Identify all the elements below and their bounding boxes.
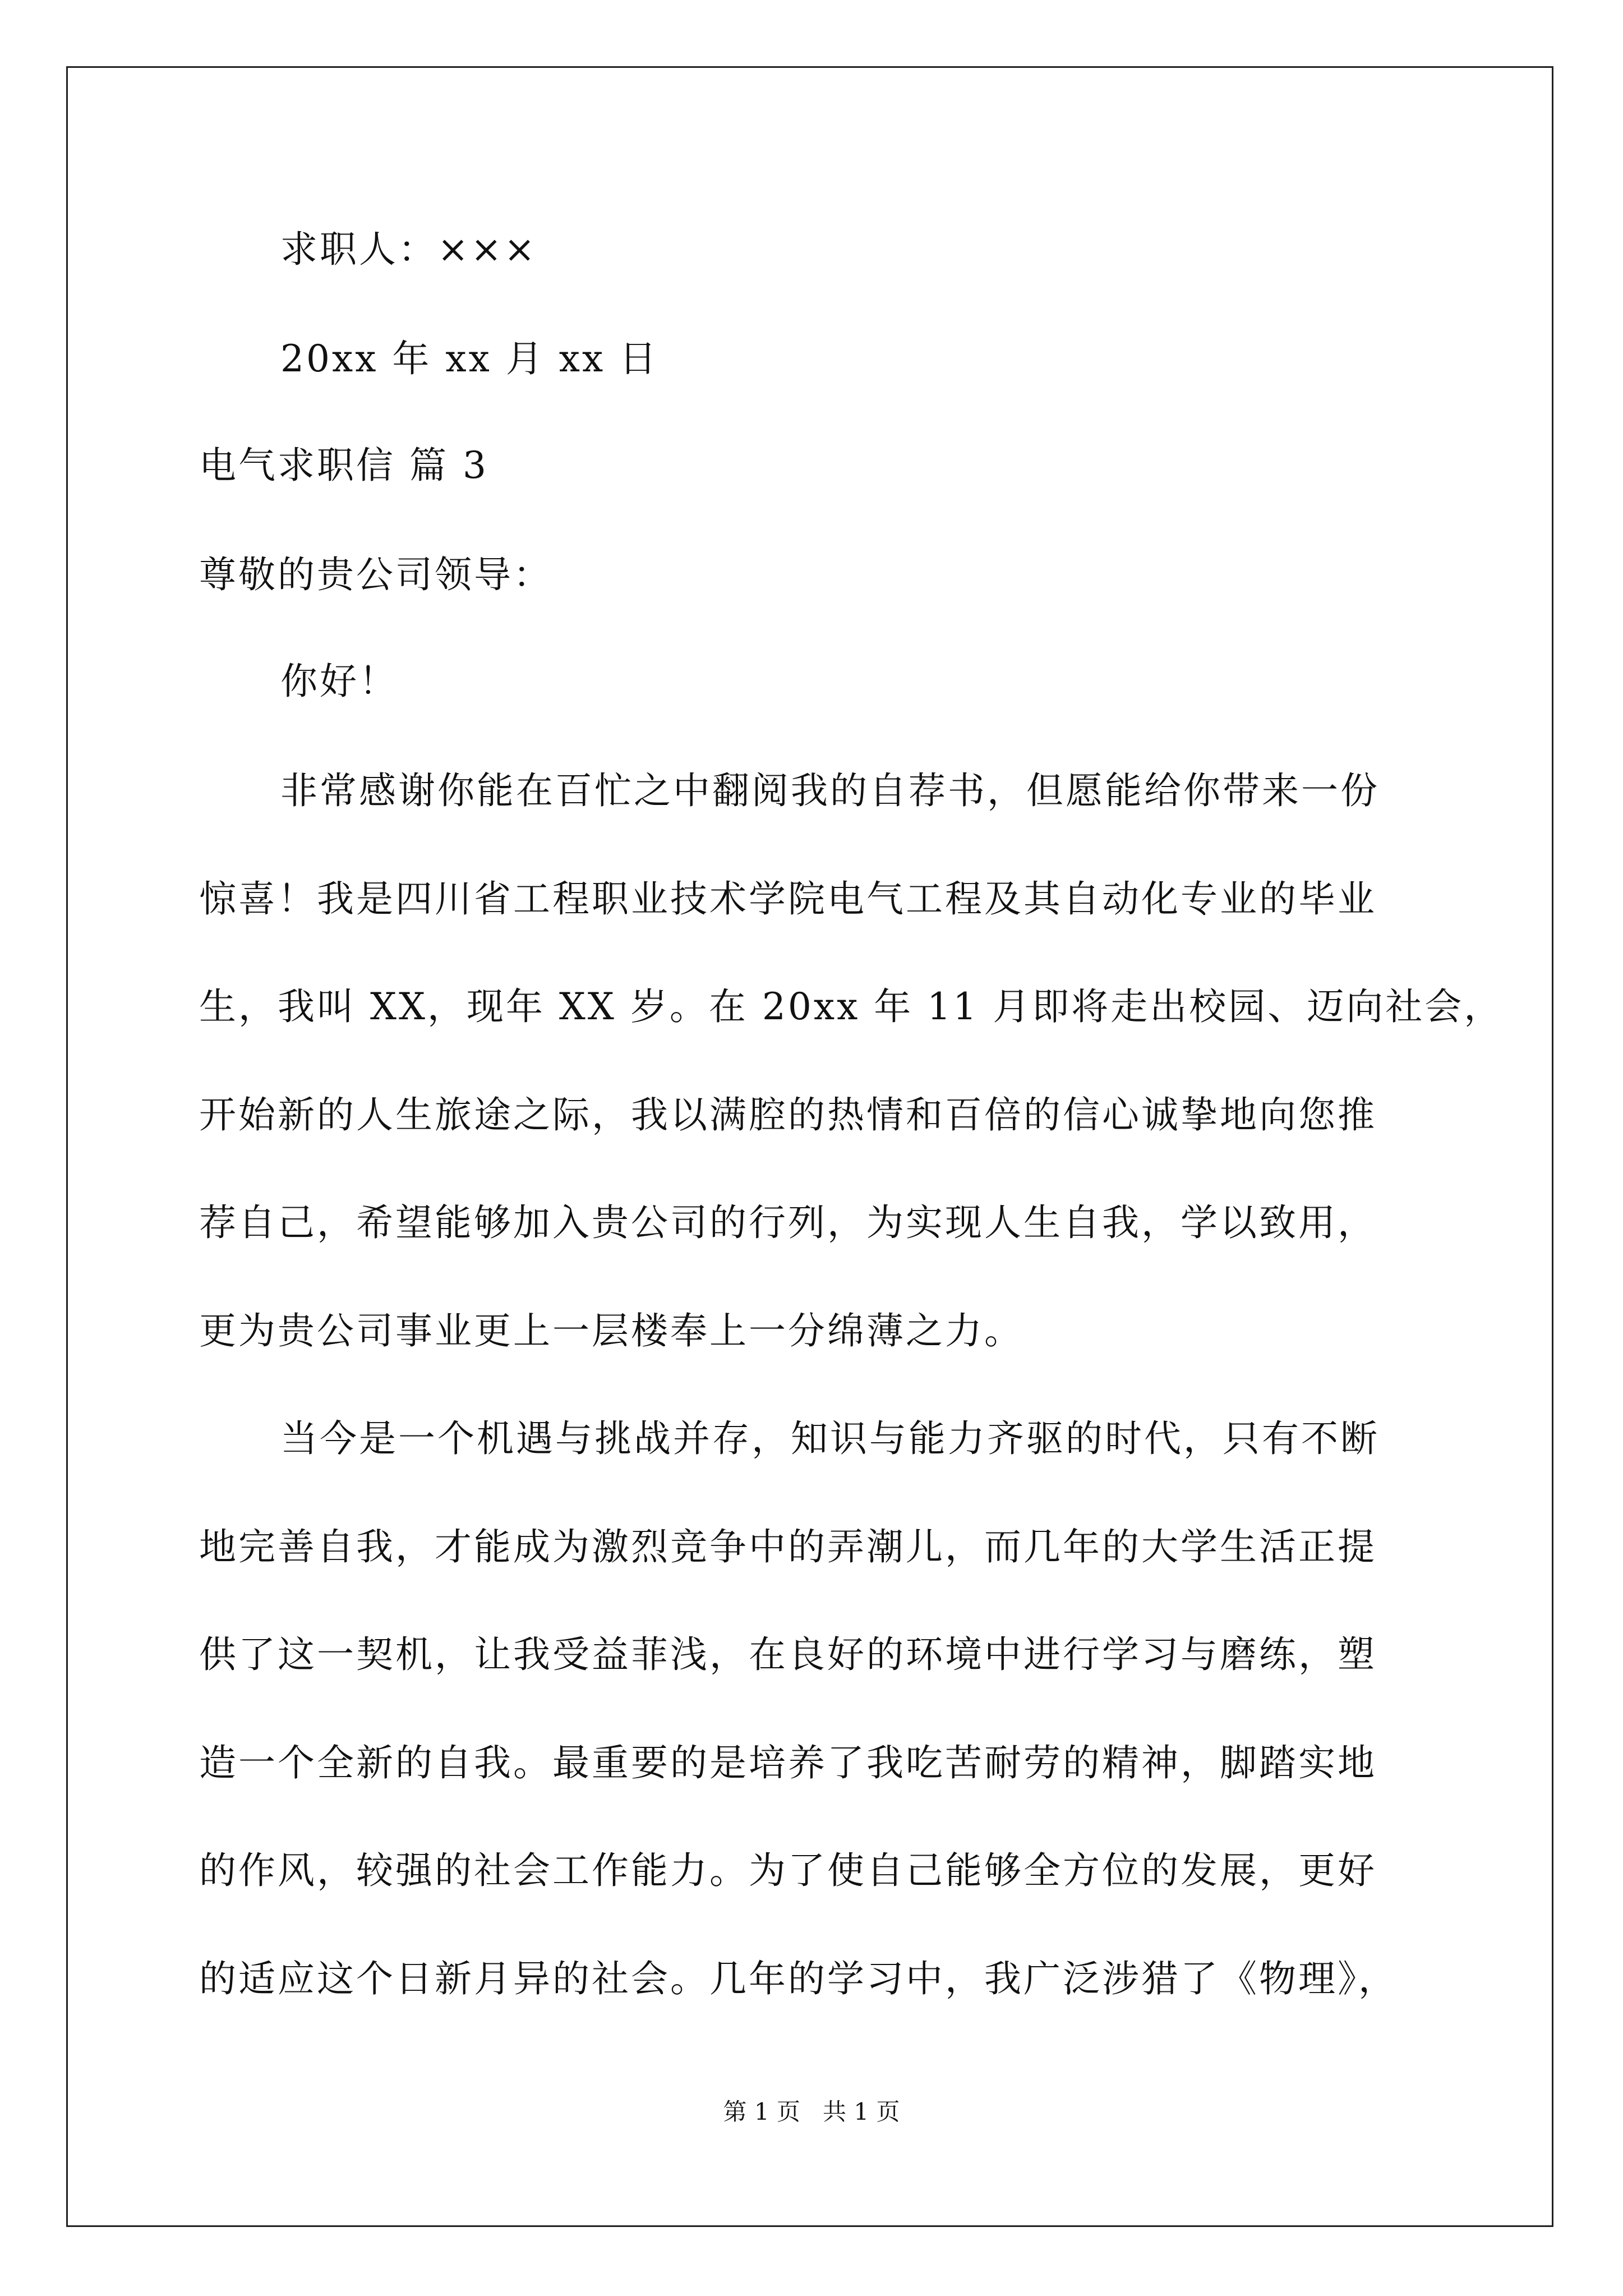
paragraph-2-line: 造一个全新的自我。最重要的是培养了我吃苦耐劳的精神，脚踏实地 <box>199 1741 1377 1784</box>
paragraph-2-line: 地完善自我，才能成为激烈竞争中的弄潮儿，而几年的大学生活正提 <box>199 1525 1377 1568</box>
paragraph-1-line: 非常感谢你能在百忙之中翻阅我的自荐书，但愿能给你带来一份 <box>280 769 1380 812</box>
paragraph-1-line: 开始新的人生旅途之际，我以满腔的热情和百倍的信心诚挚地向您推 <box>199 1093 1377 1137</box>
paragraph-1-line: 荐自己，希望能够加入贵公司的行列，为实现人生自我，学以致用， <box>199 1201 1377 1244</box>
date-line: 20xx 年 xx 月 xx 日 <box>280 337 659 380</box>
paragraph-2-line: 的作风，较强的社会工作能力。为了使自己能够全方位的发展，更好 <box>199 1849 1377 1892</box>
page-footer: 第 1 页 共 1 页 <box>723 2098 900 2125</box>
paragraph-2-line: 的适应这个日新月异的社会。几年的学习中，我广泛涉猎了《物理》， <box>199 1957 1398 2000</box>
page-border <box>66 66 1553 2227</box>
paragraph-2-line: 当今是一个机遇与挑战并存，知识与能力齐驱的时代，只有不断 <box>280 1417 1380 1460</box>
paragraph-1-line: 惊喜！我是四川省工程职业技术学院电气工程及其自动化专业的毕业 <box>199 877 1377 921</box>
letter-heading: 电气求职信 篇 3 <box>199 444 488 487</box>
paragraph-1-line: 生，我叫 XX，现年 XX 岁。在 20xx 年 11 月即将走出校园、迈向社会， <box>199 985 1504 1028</box>
signature-line: 求职人：××× <box>280 228 537 271</box>
paragraph-2-line: 供了这一契机，让我受益菲浅，在良好的环境中进行学习与磨练，塑 <box>199 1633 1377 1676</box>
greeting: 你好！ <box>280 660 398 703</box>
salutation: 尊敬的贵公司领导： <box>199 553 552 596</box>
paragraph-1-line: 更为贵公司事业更上一层楼奉上一分绵薄之力。 <box>199 1309 1023 1352</box>
